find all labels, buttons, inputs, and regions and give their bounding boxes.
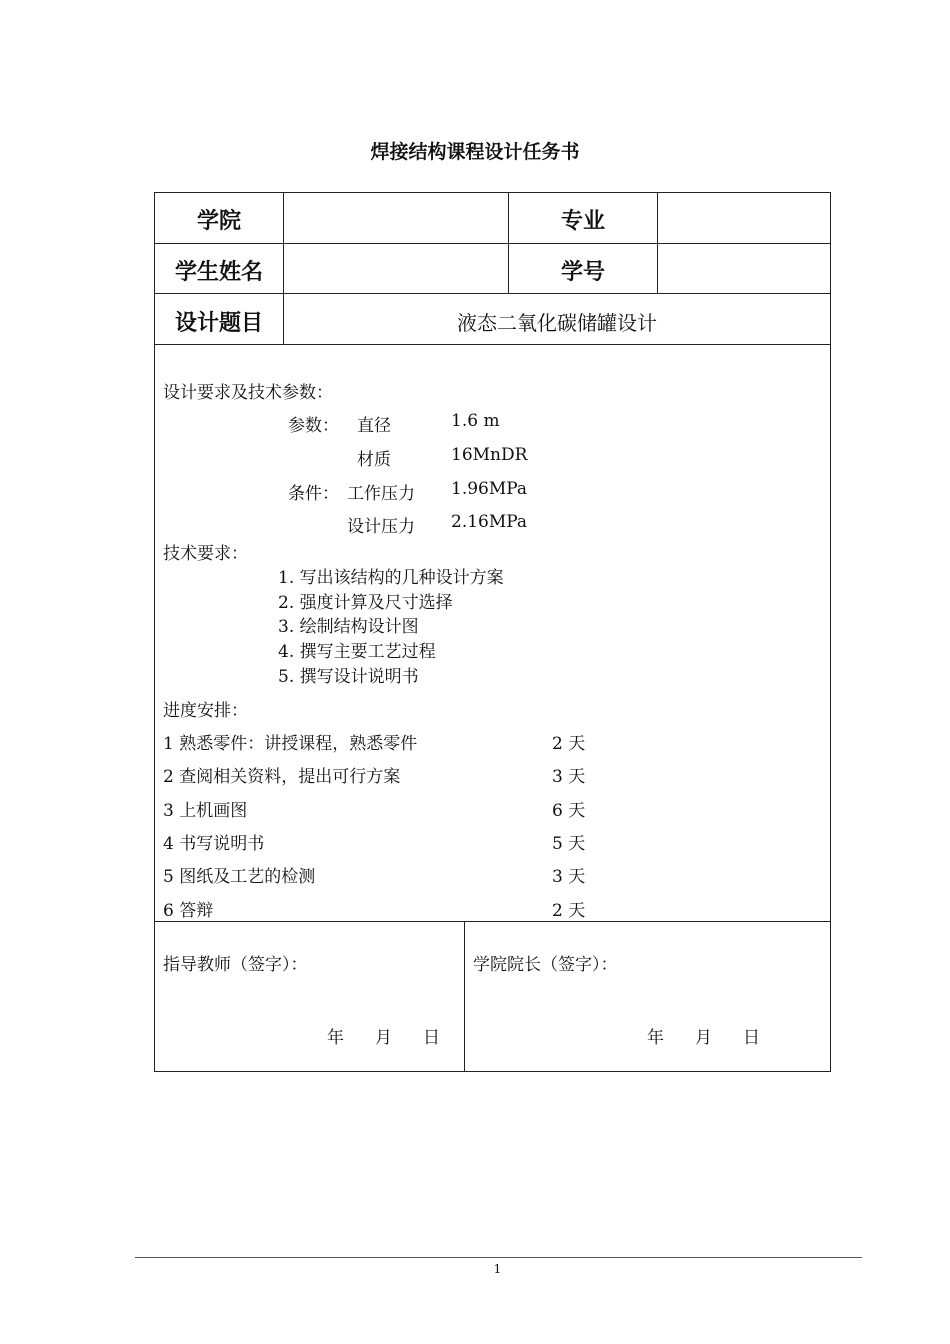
condition-value: 1.96MPa: [451, 479, 528, 499]
schedule-days: 5 天: [552, 834, 586, 854]
document-title: 焊接结构课程设计任务书: [370, 141, 580, 163]
schedule-task: 5 图纸及工艺的检测: [163, 867, 316, 887]
advisor-day: 日: [423, 1028, 440, 1048]
schedule-task: 1 熟悉零件：讲授课程，熟悉零件: [163, 734, 418, 754]
schedule-task: 3 上机画图: [163, 801, 248, 821]
student-name-label: 学生姓名: [174, 260, 263, 285]
tech-item: 2. 强度计算及尺寸选择: [278, 593, 453, 613]
advisor-signature-label: 指导教师（签字）：: [163, 955, 308, 975]
dean-signature-label: 学院院长（签字）：: [473, 955, 618, 975]
conditions-label: 条件：: [288, 484, 339, 504]
dean-month: 月: [695, 1028, 712, 1048]
tech-item: 3. 绘制结构设计图: [278, 617, 419, 637]
dean-day: 日: [743, 1028, 760, 1048]
param-name: 材质: [357, 450, 391, 470]
condition-value: 2.16MPa: [451, 512, 528, 532]
schedule-days: 3 天: [552, 767, 586, 787]
student-id-label: 学号: [560, 260, 605, 285]
schedule-task: 6 答辩: [163, 901, 214, 921]
dean-year: 年: [647, 1028, 664, 1048]
schedule-days: 6 天: [552, 801, 586, 821]
schedule-heading: 进度安排：: [163, 701, 248, 721]
schedule-task: 4 书写说明书: [163, 834, 265, 854]
tech-item: 1. 写出该结构的几种设计方案: [278, 568, 504, 588]
advisor-year: 年: [327, 1028, 344, 1048]
college-label: 学院: [196, 209, 241, 234]
advisor-month: 月: [375, 1028, 392, 1048]
footer-divider: [135, 1257, 862, 1258]
requirements-heading: 设计要求及技术参数：: [163, 383, 333, 403]
param-value: 16MnDR: [451, 445, 528, 465]
schedule-days: 2 天: [552, 734, 586, 754]
param-name: 直径: [357, 416, 391, 436]
tech-item: 4. 撰写主要工艺过程: [278, 642, 436, 662]
condition-name: 工作压力: [347, 484, 415, 504]
tech-heading: 技术要求：: [163, 544, 248, 564]
tech-item: 5. 撰写设计说明书: [278, 667, 419, 687]
schedule-days: 3 天: [552, 867, 586, 887]
params-label: 参数：: [288, 416, 339, 436]
param-value: 1.6 m: [451, 411, 500, 431]
major-label: 专业: [560, 209, 605, 234]
page-number: 1: [493, 1262, 502, 1276]
topic-value: 液态二氧化碳储罐设计: [457, 311, 657, 335]
topic-label: 设计题目: [174, 311, 263, 336]
condition-name: 设计压力: [347, 517, 415, 537]
schedule-days: 2 天: [552, 901, 586, 921]
schedule-task: 2 查阅相关资料，提出可行方案: [163, 767, 401, 787]
